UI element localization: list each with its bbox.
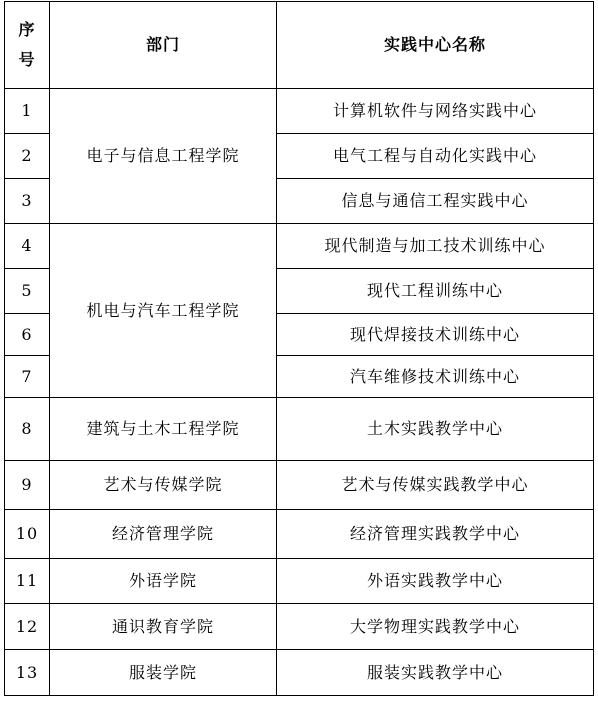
center-name-cell: 服装实践教学中心	[277, 650, 594, 696]
table-row	[5, 89, 594, 134]
row-number: 10	[5, 510, 50, 559]
row-number: 11	[5, 559, 50, 604]
table-row	[5, 461, 594, 510]
center-name-cell: 信息与通信工程实践中心	[277, 179, 594, 224]
row-number: 1	[5, 89, 50, 134]
table-row	[5, 398, 594, 461]
department-cell: 电子与信息工程学院	[50, 89, 277, 224]
practice-centers-table	[4, 1, 594, 696]
center-name-cell: 现代制造与加工技术训练中心	[277, 224, 594, 269]
center-name-cell: 艺术与传媒实践教学中心	[277, 461, 594, 510]
department-cell: 服装学院	[50, 650, 277, 696]
department-cell: 经济管理学院	[50, 510, 277, 559]
department-cell: 通识教育学院	[50, 604, 277, 650]
header-dept: 部门	[50, 2, 277, 89]
row-number: 6	[5, 314, 50, 356]
row-number: 2	[5, 134, 50, 179]
header-no	[5, 2, 50, 89]
center-name-cell: 外语实践教学中心	[277, 559, 594, 604]
header-row	[5, 2, 594, 89]
department-cell: 外语学院	[50, 559, 277, 604]
row-number: 12	[5, 604, 50, 650]
center-name-cell: 现代焊接技术训练中心	[277, 314, 594, 356]
center-name-cell: 计算机软件与网络实践中心	[277, 89, 594, 134]
center-name-cell: 大学物理实践教学中心	[277, 604, 594, 650]
table-row	[5, 650, 594, 696]
header-center: 实践中心名称	[277, 2, 594, 89]
center-name-cell: 经济管理实践教学中心	[277, 510, 594, 559]
table-row	[5, 224, 594, 269]
row-number: 8	[5, 398, 50, 461]
row-number: 3	[5, 179, 50, 224]
department-cell: 建筑与土木工程学院	[50, 398, 277, 461]
department-cell: 艺术与传媒学院	[50, 461, 277, 510]
center-name-cell: 电气工程与自动化实践中心	[277, 134, 594, 179]
row-number: 5	[5, 269, 50, 314]
table-row	[5, 604, 594, 650]
row-number: 7	[5, 356, 50, 398]
center-name-cell: 土木实践教学中心	[277, 398, 594, 461]
header-no-line2: 号	[18, 50, 36, 69]
header-no-line1: 序	[18, 20, 36, 39]
row-number: 9	[5, 461, 50, 510]
row-number: 13	[5, 650, 50, 696]
center-name-cell: 现代工程训练中心	[277, 269, 594, 314]
row-number: 4	[5, 224, 50, 269]
center-name-cell: 汽车维修技术训练中心	[277, 356, 594, 398]
table-row	[5, 510, 594, 559]
table-row	[5, 559, 594, 604]
department-cell: 机电与汽车工程学院	[50, 224, 277, 398]
